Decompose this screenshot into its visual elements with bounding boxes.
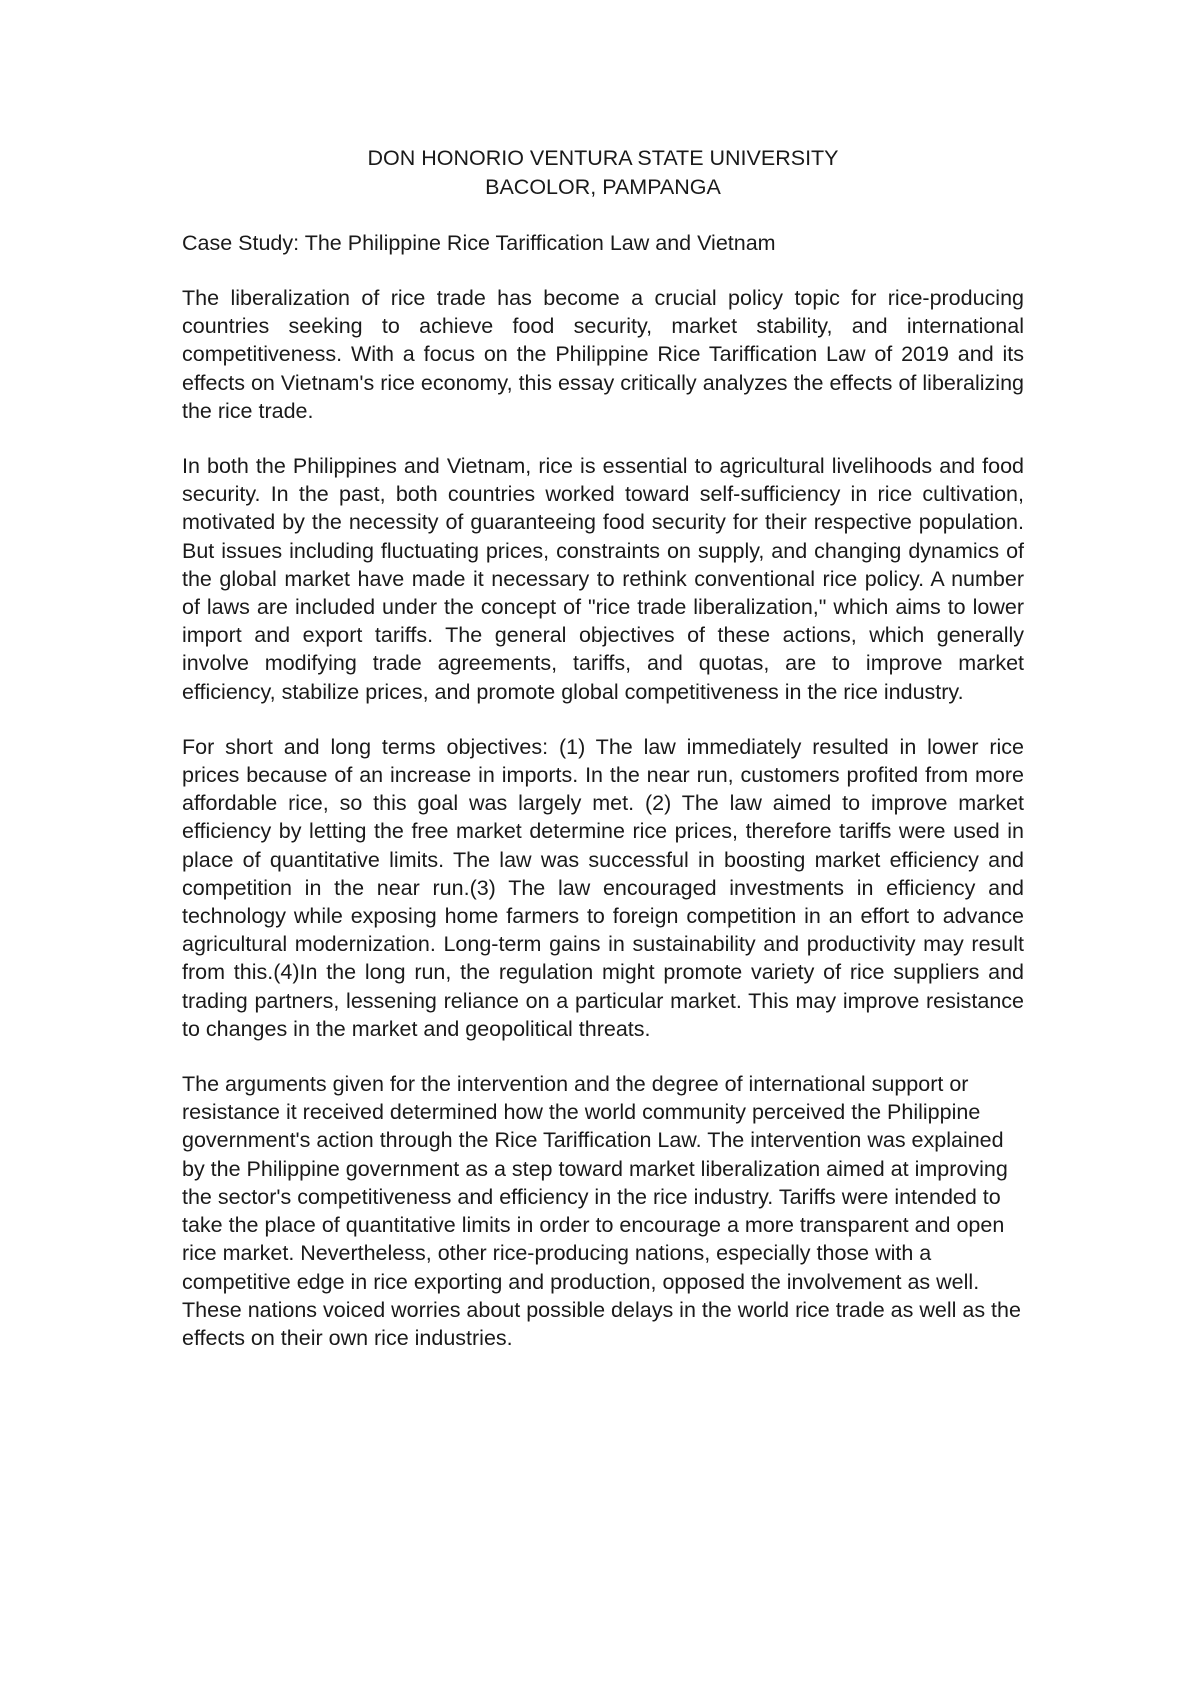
paragraph-background: In both the Philippines and Vietnam, rice is essential to agricultural livelihoods and food security. In the past, both countries worked toward self-sufficiency in rice cultivation, motivated by the necessity of guaranteeing food security for their respective population. But issues including fluctuating prices, constraints on supply, and changing dynamics of the global market have made it necessary to rethink conventional rice policy. A number of laws are included under the concept of "rice trade liberalization," which aims to lower import and export tariffs. The general objectives of these actions, which generally involve modifying trade agreements, tariffs, and quotas, are to improve market efficiency, stabilize prices, and promote global competitiveness in the rice industry. — [182, 454, 1024, 704]
document-body — [182, 144, 1024, 1352]
paragraph-international-perception: The arguments given for the intervention and the degree of international support or resistance it received determined how the world community perceived the Philippine government's action through the Rice Tariffication Law. The intervention was explained by the Philippine government as a step toward market liberalization aimed at improving the sector's competitiveness and efficiency in the rice industry. Tariffs were intended to take the place of quantitative limits in order to encourage a more transparent and open rice market. Nevertheless, other rice-producing nations, especially those with a competitive edge in rice exporting and production, opposed the involvement as well. These nations voiced worries about possible delays in the world rice trade as well as the effects on their own rice industries. — [182, 1072, 1021, 1350]
case-study-title: Case Study: The Philippine Rice Tariffication Law and Vietnam — [182, 231, 776, 255]
paragraph-introduction: The liberalization of rice trade has become a crucial policy topic for rice-producing countries seeking to achieve food security, market stability, and international competitiveness. With a focus on the Philippine Rice Tariffication Law of 2019 and its effects on Vietnam's rice economy, this essay critically analyzes the effects of liberalizing the rice trade. — [182, 286, 1024, 423]
university-name: DON HONORIO VENTURA STATE UNIVERSITY — [367, 146, 839, 170]
university-header — [182, 144, 1024, 202]
paragraph-objectives: For short and long terms objectives: (1) The law immediately resulted in lower rice prices because of an increase in imports. In the near run, customers profited from more affordable rice, so this goal was largely met. (2) The law aimed to improve market efficiency by letting the free market determine rice prices, therefore tariffs were used in place of quantitative limits. The law was successful in boosting market efficiency and competition in the near run.(3) The law encouraged investments in efficiency and technology while exposing home farmers to foreign competition in an effort to advance agricultural modernization. Long-term gains in sustainability and productivity may result from this.(4)In the long run, the regulation might promote variety of rice suppliers and trading partners, lessening reliance on a particular market. This may improve resistance to changes in the market and geopolitical threats. — [182, 734, 1024, 1041]
university-location: BACOLOR, PAMPANGA — [485, 175, 721, 199]
